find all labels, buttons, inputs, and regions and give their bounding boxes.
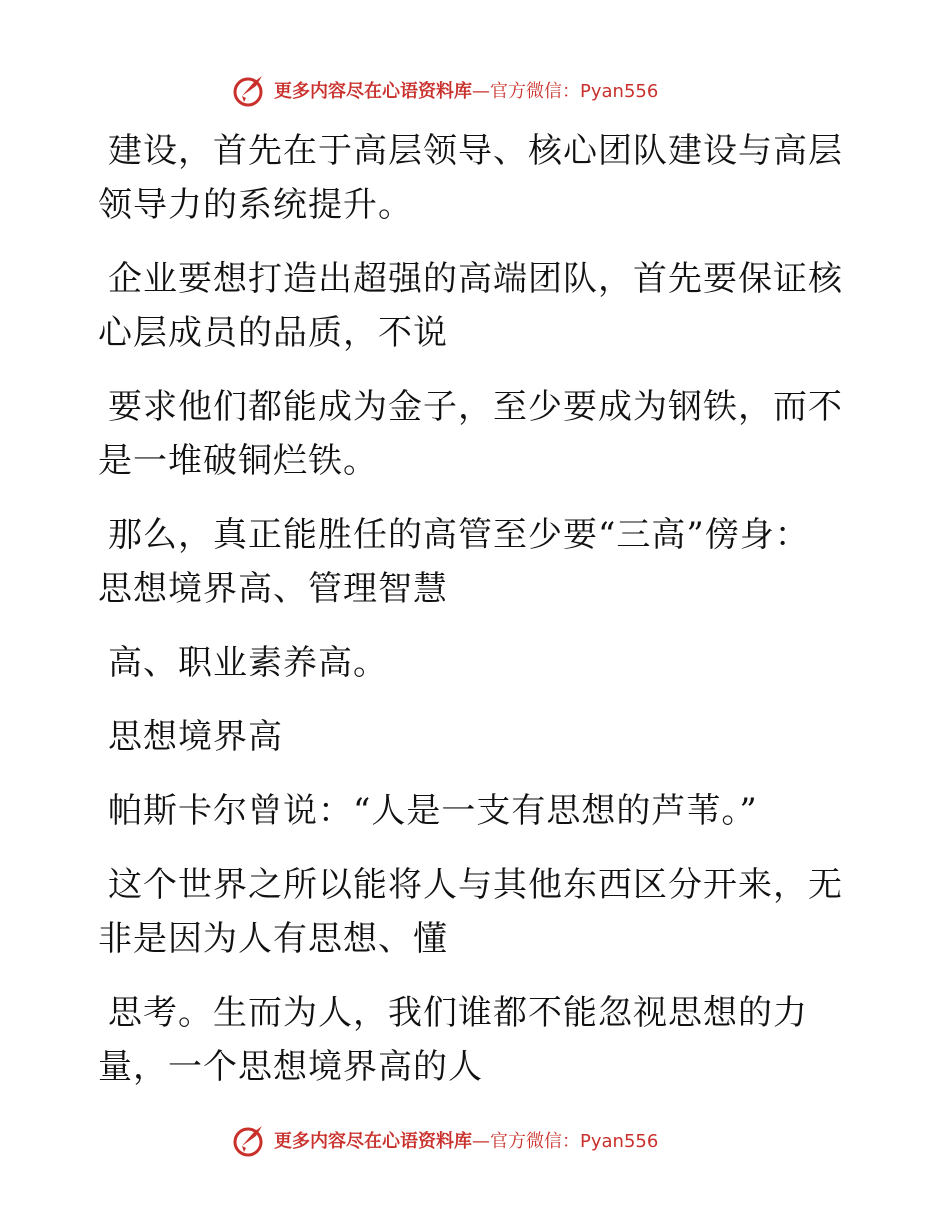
paragraph <box>98 784 838 838</box>
quill-pen-logo-icon <box>232 1122 268 1158</box>
paragraph <box>98 508 838 616</box>
footer-banner <box>232 1120 658 1160</box>
text-line: 这个世界之所以能将人与其他东西区分开来，无 <box>108 865 843 905</box>
text-line: 领导力的系统提升。 <box>98 185 413 225</box>
paragraph <box>98 858 843 966</box>
text-line: 帕斯卡尔曾说：“人是一支有思想的芦苇。” <box>108 791 758 831</box>
text-line: 思考。生而为人，我们谁都不能忽视思想的力 <box>108 993 808 1033</box>
text-line: 是一堆破铜烂铁。 <box>98 441 378 481</box>
paragraph <box>98 124 843 232</box>
header-title: 更多内容尽在心语资料库 <box>274 81 472 102</box>
footer-title: 更多内容尽在心语资料库 <box>274 1131 472 1152</box>
text-line: 建设，首先在于高层领导、核心团队建设与高层 <box>108 131 843 171</box>
text-line: 非是因为人有思想、懂 <box>98 919 448 959</box>
text-line: 要求他们都能成为金子，至少要成为钢铁，而不 <box>108 387 843 427</box>
text-line: 量，一个思想境界高的人 <box>98 1047 483 1087</box>
footer-wechat: —官方微信：Pyan556 <box>472 1131 659 1152</box>
paragraph <box>98 636 838 690</box>
section-heading <box>98 710 838 764</box>
text-line: 思想境界高、管理智慧 <box>98 569 448 609</box>
paragraph <box>98 380 843 488</box>
paragraph <box>98 252 843 360</box>
text-line: 心层成员的品质，不说 <box>98 313 448 353</box>
text-line: 高、职业素养高。 <box>108 643 388 683</box>
text-line: 思想境界高 <box>108 717 283 757</box>
header-wechat: —官方微信：Pyan556 <box>472 81 659 102</box>
text-line: 那么，真正能胜任的高管至少要“三高”傍身： <box>108 515 810 555</box>
quill-pen-logo-icon <box>232 72 268 108</box>
text-line: 企业要想打造出超强的高端团队，首先要保证核 <box>108 259 843 299</box>
paragraph <box>98 986 838 1094</box>
document-body <box>98 124 843 1114</box>
header-banner <box>232 70 658 110</box>
